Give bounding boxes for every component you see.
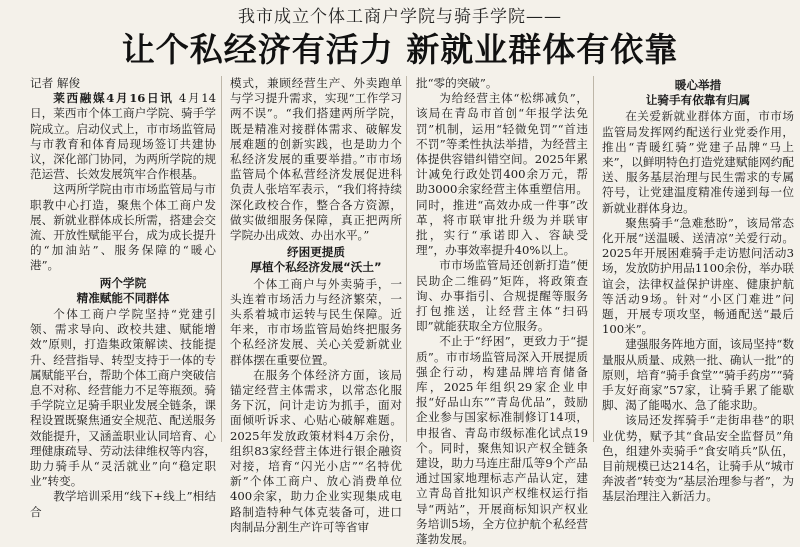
subheading: 精准赋能不同群体 (76, 290, 170, 305)
paragraph: 在关爱新就业群体方面，市市场监管局发挥网约配送行业党委作用，推出“青暖红骑”党建子品牌“马上来”，以鲜明特色打造党建赋能网约配送、服务基层治理与民生需求的专属符号，让党建温度精准传递到每一位新就业群体身边。 (602, 109, 794, 215)
lead-text: 4月14日，莱西市个体工商户学院、骑手学院成立。启动仪式上，市市场监管局与市教育和体育局现场签订共建协议，深化部门协同，为两所学院的规范运营、长效发展筑牢合作根基。 (30, 91, 216, 182)
paragraph: 个体工商户学院坚持“党建引领、需求导向、政校共建、赋能增效”原则，打造集政策解读、技能提升、经营指导、转型支持于一体的专属赋能平台，帮助个体工商户突破信息不对称、经营能力不足等瓶颈。骑手学院立足骑手职业发展全链条，课程设置既聚焦通安全规范、配送服务效能提升，又涵盖职业认同培育、心理健康疏导、劳动法律维权等内容，助力骑手从“灵活就业”向“稳定职业”转变。 (30, 307, 216, 489)
paragraph: 模式，兼顾经营生产、外卖跑单与学习提升需求，实现“工作学习两不误”。“我们搭建两所学院，既是精准对接群体需求、破解发展难题的创新实践，也是助力个私经济发展的重要举措。”市市场监管局个体私营经济发展促进科负责人张培军表示，“我们将持续深化政校合作，整合各方资源，做实做细服务保障，真正把两所学院办出成效、办出水平。” (230, 76, 402, 243)
column-1 (30, 76, 216, 519)
paragraph: 市市场监管局还创新打造“便民助企二维码”矩阵，将政策查询、办事指引、合规提醒等服务打包推送，让经营主体“扫码即”就能获取全方位服务。 (416, 258, 588, 334)
article-body (30, 76, 800, 547)
reporter-line: 记者 解俊 (30, 76, 81, 90)
paragraph: 不止于“纾困”，更致力于“提质”。市市场监管局深入开展提质强企行动，构建品牌培育储备库，2025年组织29家企业申报“好品山东”“青岛优品”，鼓励企业参与国家标准制修订14项，申报省、青岛市级标准化试点19个。同时，聚焦知识产权全链条建设，助力马连庄甜瓜等9个产品通过国家地理标志产品认定，建立青岛首批知识产权维权运行指导“两站”，开展商标知识产权业务培训5场，全方位护航个私经营蓬勃发展。 (416, 334, 588, 547)
article-headline: 让个私经济有活力 新就业群体有依靠 (121, 30, 679, 69)
subheading: 让骑手有依靠有归属 (645, 93, 751, 108)
paragraph: 这两所学院由市市场监管局与市职教中心打造，聚焦个体工商户发展、新就业群体成长所需，搭建会交流、开放性赋能平台，成为成长提升的“加油站”、服务保障的“暖心港”。 (30, 182, 216, 273)
paragraph: 个体工商户与外卖骑手，一头连着市场活力与经济繁荣，一头系着城市运转与民生保障。近年来，市市场监管局始终把服务个私经济发展、关心关爱新就业群体摆在重要位置。 (230, 276, 402, 367)
lead-paragraph (30, 91, 216, 182)
paragraph: 批“零的突破”。 (416, 76, 498, 90)
paragraph: 聚焦骑手“急难愁盼”，该局常态化开展“送温暖、送清凉”关爱行动。2025年开展困难骑手走访慰问活动3场，发放防护用品1100余份，举办联谊会，法律权益保护讲座、健康护航等活动9场。针对“小区门难进”问题，开展专项攻坚，畅通配送“最后100米”。 (602, 215, 794, 337)
paragraph: 在服务个体经济方面，该局锚定经营主体需求，以常态化服务下沉，问计走访为抓手，面对面倾听诉求、心贴心破解难题。2025年发放政策材料4万余份，组织83家经营主体进行银企融资对接，培育“闪光小店”“名特优新”个体工商户、放心消费单位400余家，助力企业实现集成电路制造特种气体克装备可，进口肉制品分割生产许可等省审 (230, 367, 402, 534)
subheading-kicker: 两个学院 (99, 275, 147, 290)
dateline: 莱西融媒4月16日讯 (53, 91, 174, 106)
article-kicker: 我市成立个体工商户学院与骑手学院—— (238, 7, 562, 27)
subheading-kicker: 暖心举措 (674, 78, 722, 92)
subheading: 厚植个私经济发展“沃土” (250, 260, 382, 275)
paragraph: 建强服务阵地方面，该局坚持“数量服从质量、成熟一批、确认一批”的原则，培育“骑手食堂”“骑手药房”“骑手友好商家”57家，让骑手累了能歇脚、渴了能喝水、急了能求助。 (602, 337, 794, 413)
paragraph: 教学培训采用“线下+线上”相结合 (30, 489, 216, 519)
column-3 (416, 76, 588, 547)
subheading-kicker: 纾困更提质 (287, 245, 345, 260)
paragraph: 该局还发挥骑手“走街串巷”的职业优势，赋予其“食品安全监督员”角色，组建外卖骑手“食安哨兵”队伍，目前规模已达214名，让骑手从“城市奔波者”转变为“基层治理参与者”，为基层治理注入新活力。 (602, 413, 794, 504)
paragraph: 为给经营主体“松绑减负”，该局在青岛市首创“年报学法免罚”机制，运用“轻微免罚”“首违不罚”等柔性执法举措，为经营主体提供容错纠错空间。2025年累计减免行政处罚400余万元，帮助3000余家经营主体重塑信用。同时，推进“高效办成一件事”改革，将市联审批升级为并联审批，实行“承诺即入、容缺受理”，办事效率提升40%以上。 (416, 91, 588, 258)
column-2 (230, 76, 402, 534)
column-4 (602, 76, 794, 504)
